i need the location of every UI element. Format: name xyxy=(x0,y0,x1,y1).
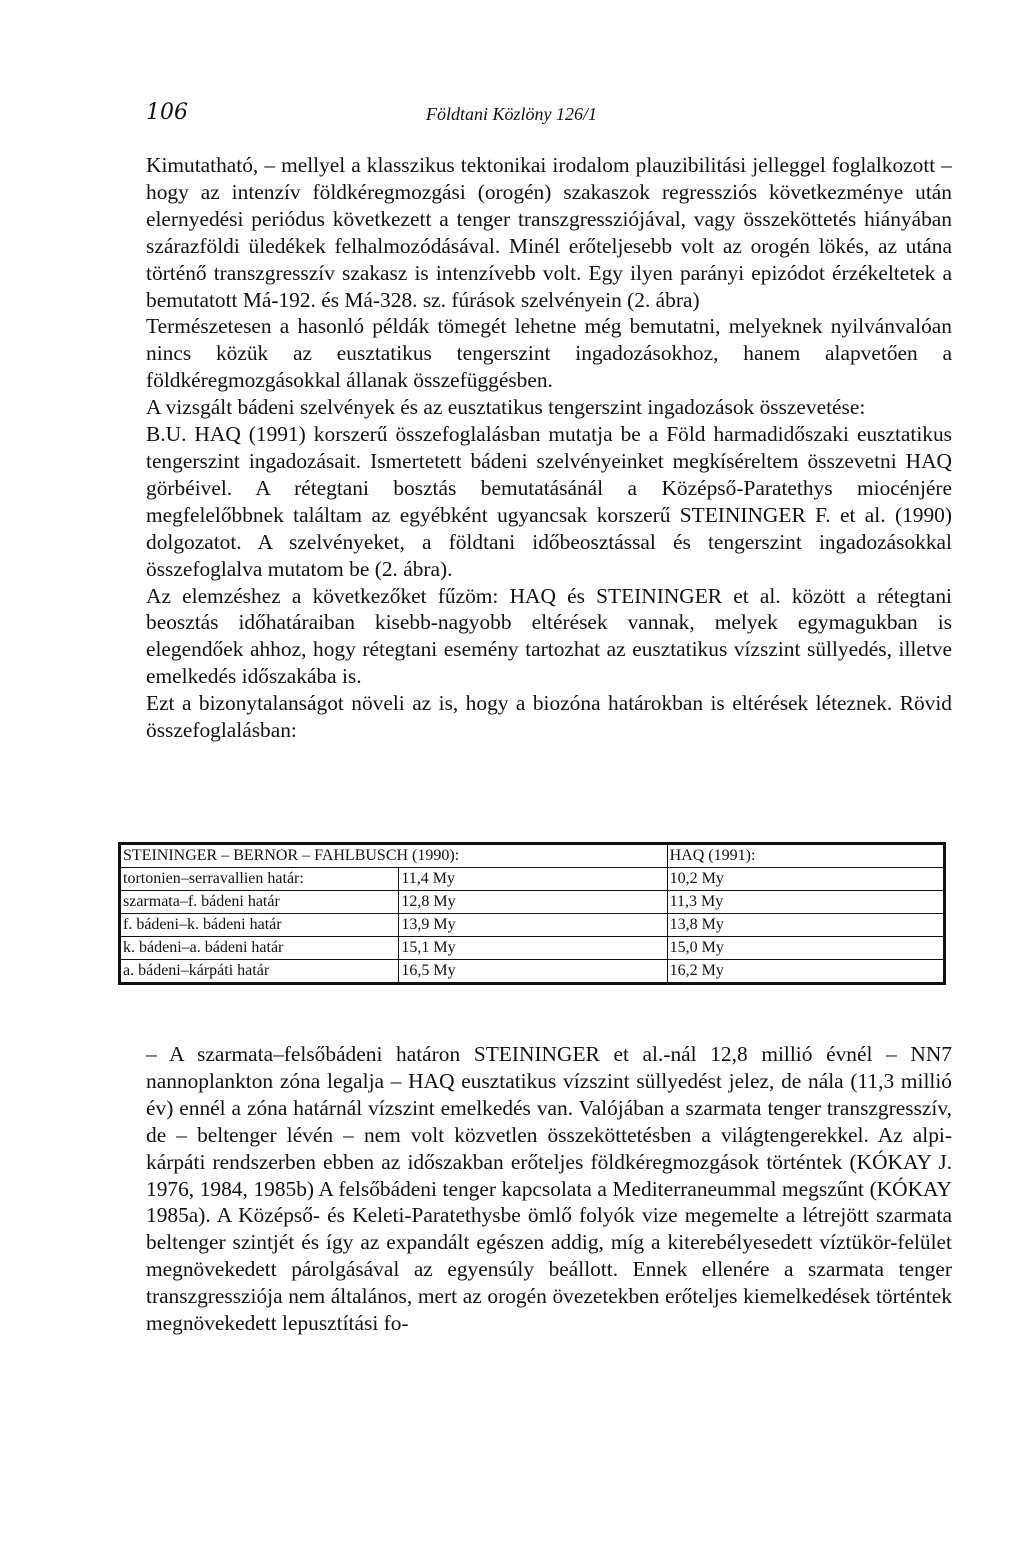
table-cell-steininger-age: 11,4 My xyxy=(399,868,667,891)
paragraph-5: Az elemzéshez a következőket fűzöm: HAQ és STEININGER et al. között a rétegtani beosztás időhatáraiban kisebb-nagyobb eltérések vannak, melyek egymagukban is elegendőek ahhoz, hogy rétegtani esemény tartozhat az eusztatikus vízszint süllyedés, illetve emelkedés időszakába is. xyxy=(146,583,952,689)
table-row xyxy=(120,891,945,914)
table-row xyxy=(120,937,945,960)
table-cell-steininger-age: 16,5 My xyxy=(399,960,667,984)
table-cell-steininger-age: 15,1 My xyxy=(399,937,667,960)
table-row xyxy=(120,960,945,984)
page-number: 106 xyxy=(146,100,188,125)
paragraph-4: B.U. HAQ (1991) korszerű összefoglalásban mutatja be a Föld harmadidőszaki eusztatikus tengerszint ingadozásait. Ismertetett bádeni szelvényeinket megkíséreltem összevetni HAQ görbéivel. A rétegtani bosztás bemutatásánál a Középső-Paratethys miocénjére megfelelőbbnek találtam az egyébként ugyancsak korszerű STEININGER F. et al. (1990) dolgozatot. A szelvényeket, a földtani időbeosztással és tengerszint ingadozásokkal összefoglalva mutatom be (2. ábra). xyxy=(146,422,952,581)
table-header-row xyxy=(120,844,945,868)
table-header-haq: HAQ (1991): xyxy=(667,844,944,868)
running-header xyxy=(146,100,952,140)
paragraph-7: – A szarmata–felsőbádeni határon STEININGER et al.-nál 12,8 millió évnél – NN7 nannoplankton zóna legalja – HAQ eusztatikus vízszint süllyedést jelez, de nála (11,3 millió év) ennél a zóna határnál vízszint emelkedés van. Valójában a szarmata tenger transzgresszív, de – beltenger lévén – nem volt közvetlen összeköttetésben a világtengerekkel. Az alpi-kárpáti rendszerben ebben az időszakban erőteljes földkéregmozgások történtek (KÓKAY J. 1976, 1984, 1985b) A felsőbádeni tenger kapcsolata a Mediterraneummal megszűnt (KÓKAY 1985a). A Középső- és Keleti-Paratethysbe ömlő folyók vize megemelte a létrejött szarmata beltenger szintjét és így az expandált egészen addig, míg a kiterebélyesedett víztükör-felület megnövekedett párolgásával az egyensúly beállott. Ennek ellenére a szarmata tenger transzgressziója nem általános, mert az orogén övezetekben erőteljes kiemelkedések történtek megnövekedett lepusztítási fo- xyxy=(146,1042,952,1336)
paragraph-3: A vizsgált bádeni szelvények és az eusztatikus tengerszint ingadozások összevetése: xyxy=(146,395,866,420)
body-text xyxy=(146,152,952,744)
table-cell-haq-age: 15,0 My xyxy=(667,937,944,960)
table-cell-haq-age: 10,2 My xyxy=(667,868,944,891)
table-cell-boundary: tortonien–serravallien határ: xyxy=(120,868,399,891)
table-cell-steininger-age: 13,9 My xyxy=(399,914,667,937)
table-cell-boundary: k. bádeni–a. bádeni határ xyxy=(120,937,399,960)
table-cell-boundary: a. bádeni–kárpáti határ xyxy=(120,960,399,984)
table-row xyxy=(120,868,945,891)
table-cell-haq-age: 16,2 My xyxy=(667,960,944,984)
table-cell-steininger-age: 12,8 My xyxy=(399,891,667,914)
table-cell-boundary: szarmata–f. bádeni határ xyxy=(120,891,399,914)
lower-text xyxy=(146,1041,952,1337)
boundary-table xyxy=(118,842,946,985)
table-cell-haq-age: 11,3 My xyxy=(667,891,944,914)
paragraph-1: Kimutatható, – mellyel a klasszikus tektonikai irodalom plauzibilitási jelleggel foglalkozott – hogy az intenzív földkéregmozgási (orogén) szakaszok regressziós következménye után elernyedési periódus következett a tenger transzgressziójával, vagy összeköttetés hiányában szárazföldi üledékek felhalmozódásával. Minél erőteljesebb volt az orogén lökés, az utána történő transzgresszív szakasz is intenzívebb volt. Egy ilyen parányi epizódot érzékeltetek a bemutatott Má-192. és Má-328. sz. fúrások szelvényein (2. ábra) xyxy=(146,153,952,312)
table-header-steininger: STEININGER – BERNOR – FAHLBUSCH (1990): xyxy=(120,844,668,868)
paragraph-2: Természetesen a hasonló példák tömegét lehetne még bemutatni, melyeknek nyilvánvalóan nincs közük az eusztatikus tengerszint ingadozásokhoz, hanem alapvetően a földkéregmozgásokkal állanak összefüggésben. xyxy=(146,314,952,393)
table-cell-haq-age: 13,8 My xyxy=(667,914,944,937)
paragraph-6: Ezt a bizonytalanságot növeli az is, hogy a biozóna határokban is eltérések léteznek. Rövid összefoglalásban: xyxy=(146,691,952,743)
table-cell-boundary: f. bádeni–k. bádeni határ xyxy=(120,914,399,937)
journal-title: Földtani Közlöny 126/1 xyxy=(426,104,597,124)
table-row xyxy=(120,914,945,937)
